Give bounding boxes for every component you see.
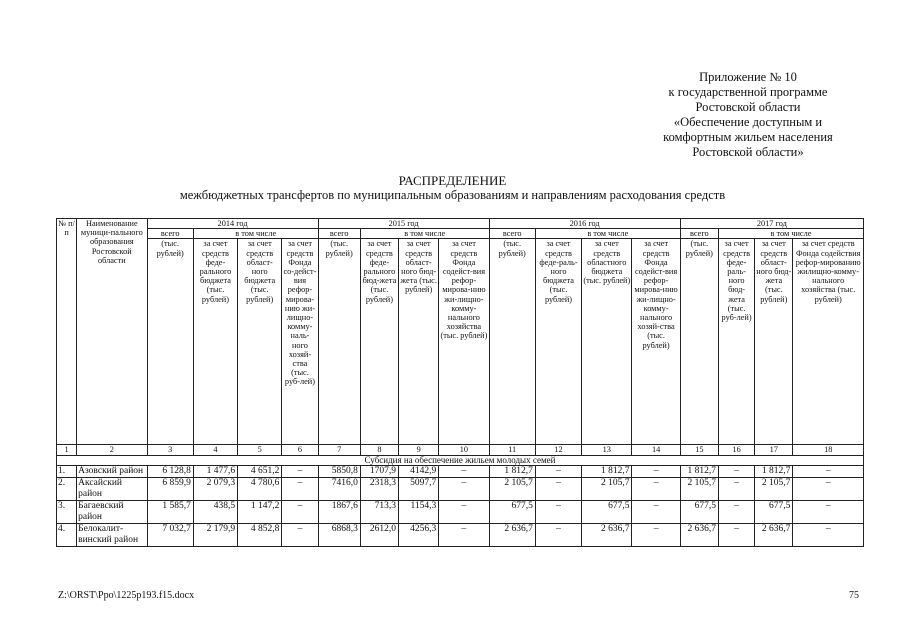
column-number: 15 <box>680 445 718 455</box>
table-cell: 1 147,2 <box>238 500 282 523</box>
table-cell: – <box>632 477 680 500</box>
table-cell: – <box>535 465 581 477</box>
header-fund: за счет средств Фонда со-дейст-вия рефор-мирова-нию жи-лищно-комму-наль-ного хозяй-ства (тыс. руб-лей) <box>282 239 318 445</box>
table-cell: 4 651,2 <box>238 465 282 477</box>
header-fed: за счет средств феде-рального бюджета (тыс. рублей) <box>193 239 237 445</box>
table-cell: 1154,3 <box>399 500 439 523</box>
table-cell: 2 105,7 <box>680 477 718 500</box>
table-row <box>57 500 864 523</box>
table-cell: – <box>439 477 489 500</box>
table-cell: 1 477,6 <box>193 465 237 477</box>
table-cell: – <box>439 523 489 546</box>
table-cell: – <box>439 465 489 477</box>
table-cell: – <box>793 500 864 523</box>
table-cell: 1867,6 <box>318 500 360 523</box>
header-fund: за счет средств Фонда содейст-вия рефор-мирова-нию жи-лищно-комму-нального хозяй-ства (тыс. рублей) <box>632 239 680 445</box>
table-cell: 2612,0 <box>360 523 398 546</box>
table-cell: 677,5 <box>582 500 632 523</box>
table-cell: 1 585,7 <box>147 500 193 523</box>
table-cell: 2 105,7 <box>755 477 793 500</box>
table-cell: – <box>793 477 864 500</box>
header-total: всего <box>318 229 360 239</box>
header-year: 2016 год <box>489 219 680 229</box>
table-cell: – <box>282 523 318 546</box>
row-number: 3. <box>57 500 77 523</box>
header-obl: за счет средств област-ного бюд-жета (тыс. рублей) <box>399 239 439 445</box>
table-cell: 4 780,6 <box>238 477 282 500</box>
table-cell: 1 812,7 <box>489 465 535 477</box>
table-cell: – <box>632 500 680 523</box>
table-cell: 2 105,7 <box>489 477 535 500</box>
table-cell: – <box>793 523 864 546</box>
column-number: 12 <box>535 445 581 455</box>
table-cell: – <box>718 477 754 500</box>
table-cell: – <box>718 500 754 523</box>
column-number: 4 <box>193 445 237 455</box>
table-cell: 2 179,9 <box>193 523 237 546</box>
table-cell: – <box>439 500 489 523</box>
appendix-line: комфортным жильем населения <box>663 130 833 144</box>
table-cell: 2 105,7 <box>582 477 632 500</box>
table-body <box>57 465 864 546</box>
column-number: 14 <box>632 445 680 455</box>
column-number: 13 <box>582 445 632 455</box>
column-number: 11 <box>489 445 535 455</box>
footer-page-number: 75 <box>849 590 859 601</box>
header-year: 2014 год <box>147 219 318 229</box>
table-cell: 1 812,7 <box>582 465 632 477</box>
header-row-years <box>57 219 864 229</box>
table-cell: 2318,3 <box>360 477 398 500</box>
header-name: Наименование муници-пального образования Ростовской области <box>77 219 147 445</box>
table-cell: 7 032,7 <box>147 523 193 546</box>
table-cell: 6 128,8 <box>147 465 193 477</box>
header-row-sources <box>57 239 864 445</box>
table-cell: 1 812,7 <box>755 465 793 477</box>
column-number: 18 <box>793 445 864 455</box>
header-total: всего <box>680 229 718 239</box>
table-cell: 677,5 <box>489 500 535 523</box>
table-row <box>57 465 864 477</box>
table-cell: – <box>718 465 754 477</box>
table-cell: 2 636,7 <box>755 523 793 546</box>
header-total: всего <box>489 229 535 239</box>
header-fed: за счет средств феде-раль-ного бюджета (тыс. рублей) <box>535 239 581 445</box>
header-incl: в том числе <box>360 229 489 239</box>
header-incl: в том числе <box>535 229 680 239</box>
header-fed: за счет средств феде-раль-ного бюд-жета (тыс. руб-лей) <box>718 239 754 445</box>
table-cell: – <box>718 523 754 546</box>
table-cell: 677,5 <box>755 500 793 523</box>
table-cell: 2 079,3 <box>193 477 237 500</box>
municipality-name: Аксайский район <box>77 477 147 500</box>
table-cell: – <box>632 523 680 546</box>
section-row <box>57 455 864 465</box>
table-cell: – <box>535 500 581 523</box>
table-cell: 4142,9 <box>399 465 439 477</box>
distribution-table <box>56 218 864 547</box>
appendix-line: Приложение № 10 <box>699 70 797 84</box>
table-cell: – <box>535 523 581 546</box>
table-cell: 1 812,7 <box>680 465 718 477</box>
municipality-name: Белокалит-винский район <box>77 523 147 546</box>
header-obl: за счет средств област-ного бюд-жета (тыс. рублей) <box>755 239 793 445</box>
header-total-unit: (тыс. рублей) <box>680 239 718 445</box>
header-year: 2017 год <box>680 219 863 229</box>
header-total: всего <box>147 229 193 239</box>
row-number: 2. <box>57 477 77 500</box>
document-title: РАСПРЕДЕЛЕНИЕ <box>398 173 507 188</box>
column-number: 17 <box>755 445 793 455</box>
header-fund: за счет средств Фонда содейст-вия рефор-мирова-нию жи-лищно-комму-нального хозяйства (тыс. рублей) <box>439 239 489 445</box>
column-number: 2 <box>77 445 147 455</box>
column-number: 6 <box>282 445 318 455</box>
table-cell: 7416,0 <box>318 477 360 500</box>
table-cell: – <box>632 465 680 477</box>
header-num: № п/п <box>57 219 77 445</box>
row-number: 1. <box>57 465 77 477</box>
table-cell: 713,3 <box>360 500 398 523</box>
header-total-unit: (тыс. рублей) <box>318 239 360 445</box>
table-cell: 1707,9 <box>360 465 398 477</box>
column-number: 7 <box>318 445 360 455</box>
table-cell: 4256,3 <box>399 523 439 546</box>
column-number-row <box>57 445 864 455</box>
row-number: 4. <box>57 523 77 546</box>
header-row-incl <box>57 229 864 239</box>
column-number: 8 <box>360 445 398 455</box>
section-title: Субсидия на обеспечение жильем молодых семей <box>57 455 864 465</box>
appendix-block <box>633 70 863 160</box>
column-number: 10 <box>439 445 489 455</box>
document-subtitle: межбюджетных трансфертов по муниципальным образованиям и направлениям расходования средств <box>179 188 726 202</box>
appendix-line: Ростовской области» <box>692 145 804 159</box>
header-year: 2015 год <box>318 219 489 229</box>
header-total-unit: (тыс. рублей) <box>147 239 193 445</box>
table-cell: 4 852,8 <box>238 523 282 546</box>
table-cell: 2 636,7 <box>680 523 718 546</box>
column-number: 9 <box>399 445 439 455</box>
header-fed: за счет средств феде-рального бюд-жета (тыс. рублей) <box>360 239 398 445</box>
document-title-block <box>0 173 905 203</box>
header-total-unit: (тыс. рублей) <box>489 239 535 445</box>
table-cell: 2 636,7 <box>582 523 632 546</box>
column-number: 1 <box>57 445 77 455</box>
table-cell: 5097,7 <box>399 477 439 500</box>
table-row <box>57 523 864 546</box>
table-cell: – <box>535 477 581 500</box>
footer-file-path: Z:\ORST\Ppo\1225p193.f15.docx <box>58 590 195 601</box>
appendix-line: «Обеспечение доступным и <box>673 115 823 129</box>
table-cell: 6868,3 <box>318 523 360 546</box>
municipality-name: Багаевский район <box>77 500 147 523</box>
municipality-name: Азовский район <box>77 465 147 477</box>
column-number: 3 <box>147 445 193 455</box>
table-cell: 5850,8 <box>318 465 360 477</box>
header-obl: за счет средств областного бюджета (тыс. рублей) <box>582 239 632 445</box>
header-incl: в том числе <box>718 229 863 239</box>
table-cell: 6 859,9 <box>147 477 193 500</box>
header-obl: за счет средств област-ного бюджета (тыс. рублей) <box>238 239 282 445</box>
appendix-line: к государственной программе <box>668 85 828 99</box>
table-cell: 2 636,7 <box>489 523 535 546</box>
table-cell: – <box>282 500 318 523</box>
column-number: 16 <box>718 445 754 455</box>
column-number: 5 <box>238 445 282 455</box>
table-cell: – <box>793 465 864 477</box>
table-row <box>57 477 864 500</box>
appendix-line: Ростовской области <box>695 100 801 114</box>
table-cell: – <box>282 477 318 500</box>
header-incl: в том числе <box>193 229 318 239</box>
table-cell: 438,5 <box>193 500 237 523</box>
table-cell: 677,5 <box>680 500 718 523</box>
header-fund: за счет средств Фонда содействия рефор-мированию жилищно-комму-нального хозяйства (тыс. рублей) <box>793 239 864 445</box>
table-cell: – <box>282 465 318 477</box>
